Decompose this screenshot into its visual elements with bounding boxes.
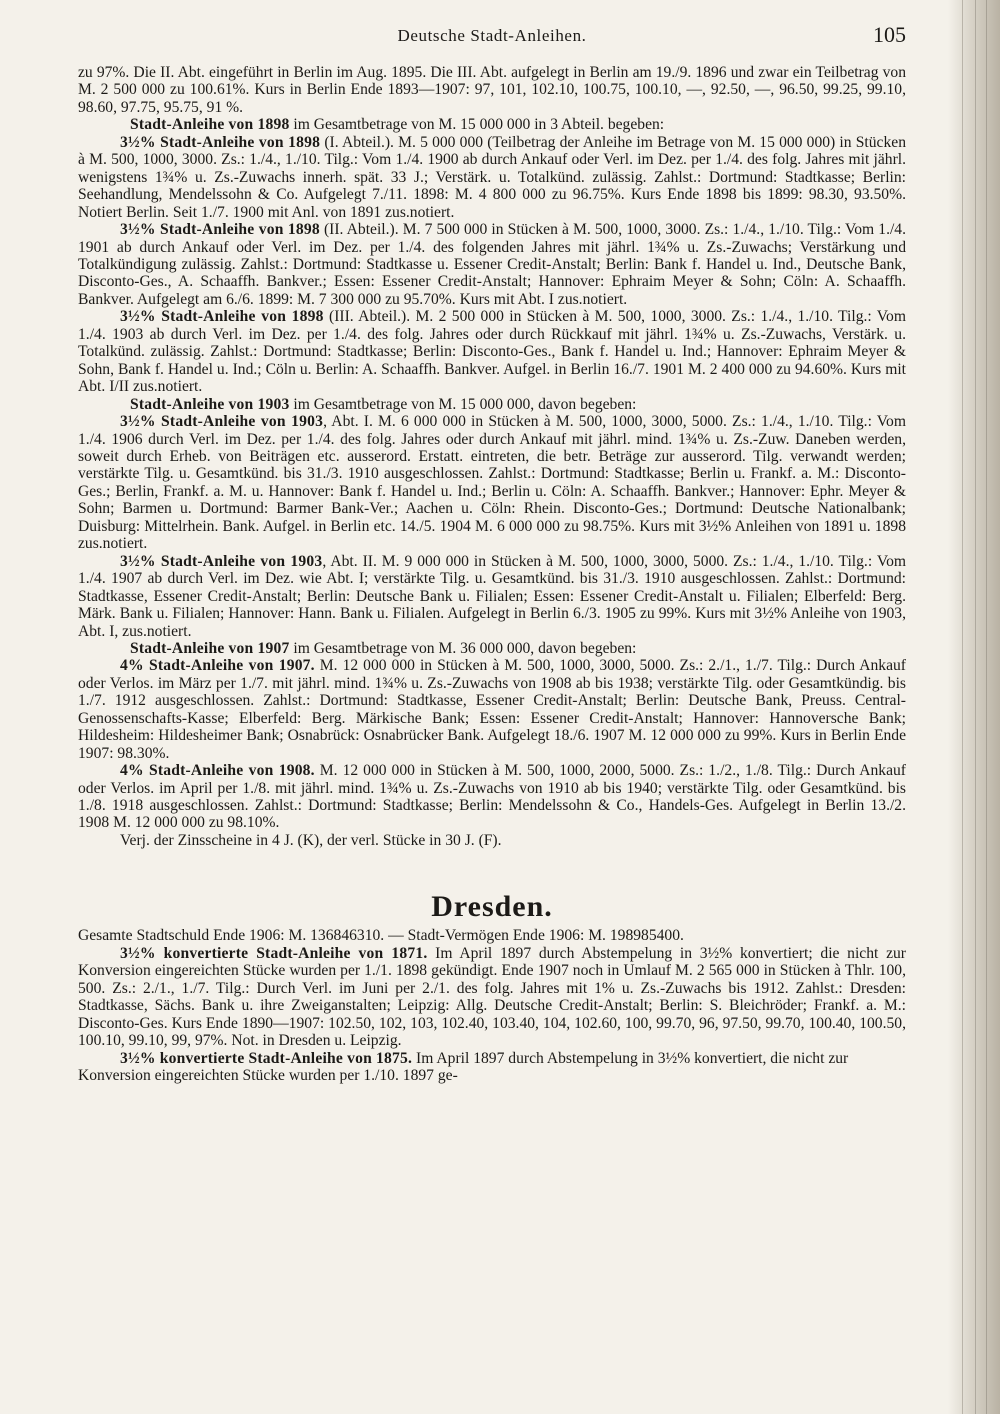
section-heading-city: Dresden.	[431, 890, 553, 924]
paragraph-p12	[78, 832, 906, 849]
paragraph-text: (I. Abteil.). M. 5 000 000 (Teilbetrag der Anleihe im Betrage von M. 15 000 000) in Stücken à M. 500, 1000, 3000. Zs.: 1./4., 1./10. Tilg.: Vom 1./4. 1900 ab durch Ankauf oder Verl. im Dez. per 1./4. des folg. Jahres mit jährl. wenigstens 1¾% u. Zs.-Zuwachs innerh. spät. 33 J.; Verstärk. u. Totalkünd. zulässig. Zahlst.: Dortmund: Stadtkasse; Berlin: Seehandlung, Mendelssohn & Co. Aufgelegt 7./11. 1898: M. 4 800 000 zu 96.75%. Kurs Ende 1898 bis 1899: 98.30, 93.50%. Notiert Berlin. Seit 1./7. 1900 mit Anl. von 1891 zus.notiert.	[78, 133, 906, 221]
paragraph-text: M. 12 000 000 in Stücken à M. 500, 1000, 2000, 5000. Zs.: 1./2., 1./8. Tilg.: Durch Ankauf oder Verlos. im April per 1./8. mit jährl. mind. 1¾% u. Zs.-Zuwachs von 1910 ab bis 1940; verstärkte Tilg. oder Gesamtkünd. bis 1./8. 1918 ausgeschlossen. Zahlst.: Dortmund: Stadtkasse; Berlin: Mendelssohn & Co., Handels-Ges. Aufgelegt in Berlin 13./2. 1908 M. 12 000 000 zu 98.10%.	[78, 762, 906, 832]
paragraph-heading: 3½% Stadt-Anleihe von 1898	[120, 308, 324, 326]
paragraph-text: im Gesamtbetrage von M. 15 000 000 in 3 Abteil. begeben:	[289, 116, 665, 134]
paragraph-p4	[78, 221, 906, 308]
paragraph-text: im Gesamtbetrage von M. 36 000 000, davon begeben:	[289, 639, 637, 657]
paragraph-p1	[78, 64, 906, 116]
paragraph-heading: 3½% Stadt-Anleihe von 1903	[120, 552, 323, 570]
paragraph-heading: 4% Stadt-Anleihe von 1907.	[120, 657, 315, 675]
page-number: 105	[873, 22, 906, 47]
running-title: Deutsche Stadt-Anleihen.	[397, 26, 587, 45]
paragraph-text: M. 12 000 000 in Stücken à M. 500, 1000, 3000, 5000. Zs.: 2./1., 1./7. Tilg.: Durch Ankauf oder Verlos. im März per 1./7. mit jährl. mind. 1¾% u. Zs.-Zuwachs von 1908 ab bis 1938; verstärkte Tilg. oder Gesamtkündig. bis 1./7. 1912 ausgeschlossen. Zahlst.: Dortmund: Stadtkasse, Essener Credit-Anstalt; Berlin: Deutsche Bank, Preuss. Central-Genossenschafts-Kasse; Elberfeld: Berg. Märkische Bank; Essen: Essener Credit-Anstalt; Hannover: Hannoversche Bank; Hildesheim: Hildesheimer Bank; Osnabrück: Osnabrücker Bank. Aufgelegt 18./6. 1907 M. 12 000 000 zu 99%. Kurs in Berlin Ende 1907: 98.30%.	[78, 657, 906, 762]
paragraph-p5	[78, 308, 906, 395]
paragraph-p3	[78, 134, 906, 221]
paragraph-p11	[78, 762, 906, 832]
paragraph-text: , Abt. II. M. 9 000 000 in Stücken à M. 500, 1000, 3000, 5000. Zs.: 1./4., 1./10. Tilg.: Vom 1./4. 1907 ab durch Verl. im Dez. wie Abt. I; verstärkte Tilg. u. Gesamtkünd. bis 31./3. 1910 ausgeschlossen. Zahlst.: Dortmund: Stadtkasse, Essener Credit-Anstalt; Berlin: Deutsche Bank u. Filialen; Essen: Essener Credit-Anstalt u. Filialen; Elberfeld: Berg. Märk. Bank u. Filialen; Hannover: Hann. Bank u. Filialen. Aufgelegt in Berlin 6./3. 1905 zu 99%. Kurs mit 3½% Anleihe von 1903, Abt. I, zus.notiert.	[78, 552, 906, 640]
paragraph-p8	[78, 553, 906, 640]
article-body	[78, 64, 906, 1084]
paragraph-text: , Abt. I. M. 6 000 000 in Stücken à M. 500, 1000, 3000, 5000. Zs.: 1./4., 1./10. Tilg.: Vom 1./4. 1906 durch Verl. im Dez. per 1./4. des folg. Jahres oder durch Ankauf mit jährl. mind. 1¾% u. Zs.-Zuw. Daneben werden, soweit durch Erheb. von Beiträgen etc. ausserord. Erstatt. eintreten, die betr. Beträge zur ausserord. Tilg. verwandt werden; verstärkte Tilg. u. Gesamtkünd. bis 31./3. 1910 ausgeschlossen. Zahlst.: Dortmund: Stadtkasse; Berlin u. Frankf. a. M.: Disconto-Ges.; Berlin, Frankf. a. M. u. Hannover: Bank f. Handel u. Ind.; Berlin u. Cöln: A. Schaaffh. Bankver.; Hannover: Ephr. Meyer & Sohn; Barmen u. Dortmund: Barmer Bank-Ver.; Aachen u. Cöln: Rhein. Disconto-Ges.; Dortmund: Deutsche Nationalbank; Duisburg: Mittelrhein. Bank. Aufgel. in Berlin etc. 14./5. 1904 M. 6 000 000 zu 98.75%. Kurs mit 3½% Anleihen von 1891 u. 1898 zus.notiert.	[78, 413, 906, 553]
paragraph-heading: Stadt-Anleihe von 1907	[130, 639, 290, 657]
edge-line	[975, 0, 976, 1414]
paragraph-text: Im April 1897 durch Abstempelung in 3½% konvertiert, die nicht zur Konversion eingereichten Stücke wurden per 1./10. 1897 ge-	[78, 1049, 849, 1085]
page-header	[78, 22, 906, 52]
paragraph-heading: 3½% Stadt-Anleihe von 1898	[120, 221, 320, 239]
edge-line	[986, 0, 987, 1414]
paragraph-text: Gesamte Stadtschuld Ende 1906: M. 136846310. — Stadt-Vermögen Ende 1906: M. 198985400.	[78, 927, 684, 945]
paragraph-p7	[78, 413, 906, 553]
paragraph-heading: 3½% konvertierte Stadt-Anleihe von 1875.	[120, 1049, 413, 1067]
paragraph-text: Im April 1897 durch Abstempelung in 3½% konvertiert; die nicht zur Konversion eingereichten Stücke wurden per 1./1. 1898 gekündigt. Ende 1907 noch in Umlauf M. 2 565 000 in Stücken à Thlr. 100, 500. Zs.: 2./1., 1./7. Tilg.: Durch Verl. im Juni per 2./1. des folg. Jahres mit 1% u. Zs.-Zuwachs bis 1912. Zahlst.: Dresden: Stadtkasse, Sächs. Bank u. ihre Zweiganstalten; Leipzig: Allg. Deutsche Credit-Anstalt; Berlin: S. Bleichröder; Frankf. a. M.: Disconto-Ges. Kurs Ende 1890—1907: 102.50, 102, 103, 102.40, 103.40, 104, 102.60, 100, 99.70, 96, 97.50, 99.70, 100.40, 100.50, 100.10, 99.10, 99, 97%. Not. in Dresden u. Leipzig.	[78, 944, 906, 1050]
paragraph-heading: 3½% Stadt-Anleihe von 1898	[120, 133, 321, 151]
edge-line	[962, 0, 963, 1414]
paragraph-p9	[78, 640, 906, 657]
paragraph-p6	[78, 396, 906, 413]
paragraph-text: (II. Abteil.). M. 7 500 000 in Stücken à M. 500, 1000, 3000. Zs.: 1./4., 1./10. Tilg.: Vom 1./4. 1901 ab durch Ankauf oder Verl. im Dez. per 1./4. des folgenden Jahres mit jährl. 1¾% u. Zs.-Zuwachs; Verstärkung und Totalkündigung zulässig. Zahlst.: Dortmund: Stadtkasse u. Essener Credit-Anstalt; Berlin: Bank f. Handel u. Ind., Deutsche Bank, Disconto-Ges., A. Schaaffh. Bankver.; Essen: Essener Credit-Anstalt; Hannover: Ephraim Meyer & Sohn; Cöln: A. Schaaffh. Bankver. Aufgelegt am 6./6. 1899: M. 7 300 000 zu 95.70%. Kurs mit Abt. I zus.notiert.	[78, 221, 906, 308]
paragraph-heading: 3½% konvertierte Stadt-Anleihe von 1871.	[120, 944, 428, 962]
paragraph-heading: 4% Stadt-Anleihe von 1908.	[120, 762, 315, 780]
paragraph-text: Verj. der Zinsscheine in 4 J. (K), der verl. Stücke in 30 J. (F).	[120, 831, 502, 849]
paragraph-text: (III. Abteil.). M. 2 500 000 in Stücken à M. 500, 1000, 3000. Zs.: 1./4., 1./10. Tilg.: Vom 1./4. 1903 ab durch Verl. im Dez. per 1./4. des folg. Jahres oder durch Rückkauf mit jährl. 1¾% u. Zs.-Zuwachs, Verstärk. u. Totalkünd. zulässig. Zahlst.: Dortmund: Stadtkasse; Berlin: Disconto-Ges., Bank f. Handel u. Ind.; Hannover: Ephraim Meyer & Sohn, Bank f. Handel u. Ind.; Cöln u. Berlin: A. Schaaffh. Bankver. Aufgel. in Berlin 16./7. 1901 M. 2 400 000 zu 94.60%. Kurs mit Abt. I/II zus.notiert.	[78, 308, 906, 396]
paragraph-d2	[78, 945, 906, 1050]
paragraph-text: im Gesamtbetrage von M. 15 000 000, davon begeben:	[289, 395, 637, 413]
paragraph-text: zu 97%. Die II. Abt. eingeführt in Berlin im Aug. 1895. Die III. Abt. aufgelegt in Berlin am 19./9. 1896 und zwar ein Teilbetrag von M. 2 500 000 zu 100.61%. Kurs in Berlin Ende 1893—1907: 97, 101, 102.10, 100.75, 100.10, —, 92.50, —, 96.50, 99.25, 99.10, 98.60, 97.75, 95.75, 91 %.	[78, 64, 906, 116]
paragraph-d3	[78, 1050, 906, 1085]
page-binding-edge	[948, 0, 1000, 1414]
paragraph-heading: 3½% Stadt-Anleihe von 1903	[120, 413, 324, 431]
paragraph-heading: Stadt-Anleihe von 1903	[130, 395, 290, 413]
paragraph-d1	[78, 927, 906, 944]
paragraph-heading: Stadt-Anleihe von 1898	[130, 116, 290, 134]
paragraph-p2	[78, 116, 906, 133]
paragraph-p10	[78, 657, 906, 762]
